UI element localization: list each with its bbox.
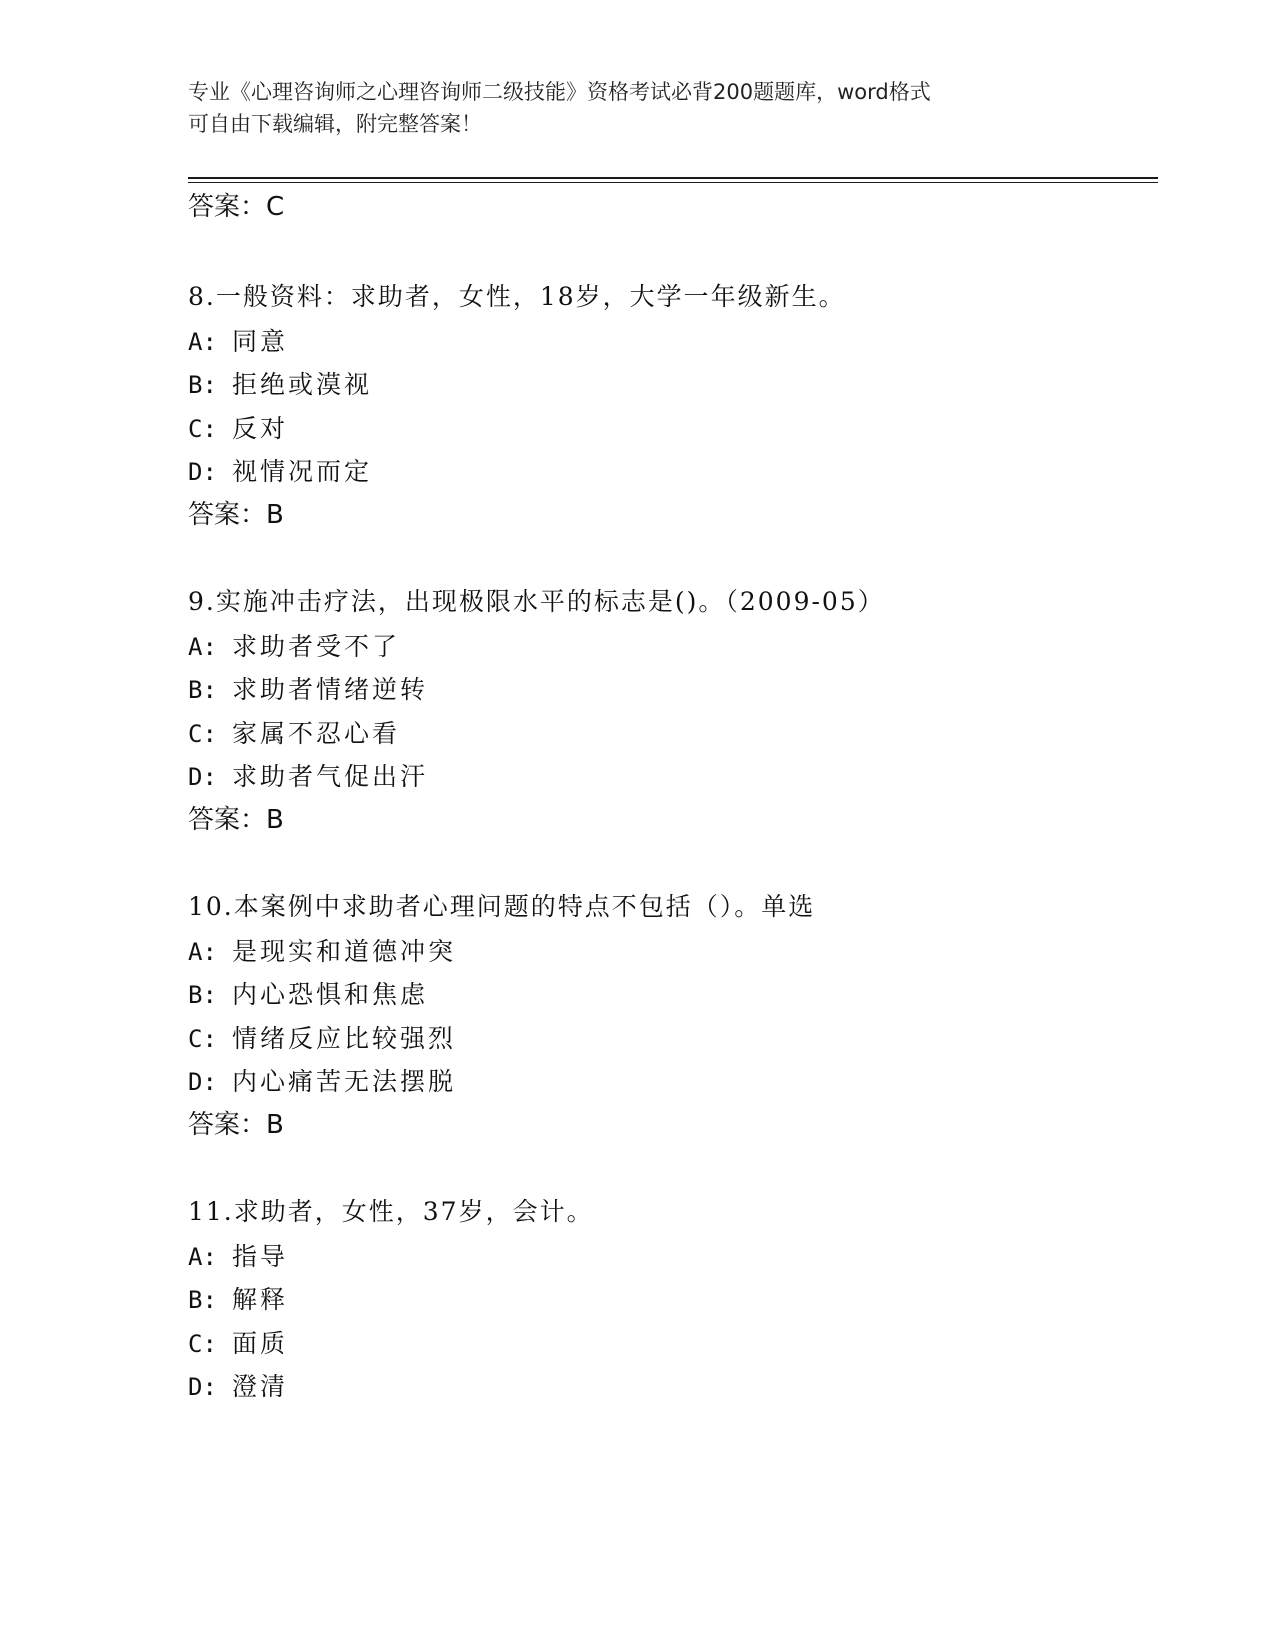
option-letter: B: <box>188 371 217 399</box>
option-letter: A: <box>188 1243 217 1271</box>
option-text: 反对 <box>232 414 289 443</box>
option-text: 求助者情绪逆转 <box>232 675 429 704</box>
option-8-d <box>188 455 372 489</box>
option-11-b <box>188 1283 288 1317</box>
option-letter: D: <box>188 1373 217 1401</box>
option-letter: C: <box>188 1025 217 1053</box>
option-9-b <box>188 673 428 707</box>
option-11-d <box>188 1370 288 1404</box>
option-letter: D: <box>188 458 217 486</box>
question-9: 9.实施冲击疗法，出现极限水平的标志是()。（2009-05） <box>188 587 885 616</box>
answer-previous: 答案：C <box>188 192 285 222</box>
question-10: 10.本案例中求助者心理问题的特点不包括（）。单选 <box>188 892 816 921</box>
option-text: 情绪反应比较强烈 <box>232 1024 457 1053</box>
option-letter: A: <box>188 633 217 661</box>
option-letter: B: <box>188 676 217 704</box>
option-letter: A: <box>188 938 217 966</box>
option-11-a <box>188 1240 288 1274</box>
option-letter: C: <box>188 720 217 748</box>
option-letter: C: <box>188 1330 217 1358</box>
option-9-d <box>188 760 428 794</box>
answer-9: 答案：B <box>188 805 284 835</box>
option-10-a <box>188 935 456 969</box>
header-divider-thin <box>188 182 1158 183</box>
option-text: 内心痛苦无法摆脱 <box>232 1067 457 1096</box>
option-8-a <box>188 325 288 359</box>
option-text: 家属不忍心看 <box>232 719 401 748</box>
option-letter: B: <box>188 1286 217 1314</box>
option-text: 同意 <box>232 327 289 356</box>
option-text: 求助者气促出汗 <box>232 762 429 791</box>
answer-10: 答案：B <box>188 1110 284 1140</box>
option-text: 面质 <box>232 1329 289 1358</box>
header-divider <box>188 177 1158 179</box>
option-10-b <box>188 978 428 1012</box>
document-header <box>188 76 1068 140</box>
option-text: 澄清 <box>232 1372 289 1401</box>
option-text: 是现实和道德冲突 <box>232 937 457 966</box>
option-9-a <box>188 630 400 664</box>
option-letter: A: <box>188 328 217 356</box>
answer-8: 答案：B <box>188 500 284 530</box>
option-10-d <box>188 1065 456 1099</box>
header-line-1: 专业《心理咨询师之心理咨询师二级技能》资格考试必背200题题库，word格式 <box>188 80 931 104</box>
option-text: 视情况而定 <box>232 457 373 486</box>
option-text: 内心恐惧和焦虑 <box>232 980 429 1009</box>
option-text: 解释 <box>232 1285 289 1314</box>
option-text: 拒绝或漠视 <box>232 370 373 399</box>
option-letter: D: <box>188 1068 217 1096</box>
option-text: 求助者受不了 <box>232 632 401 661</box>
option-8-b <box>188 368 372 402</box>
option-10-c <box>188 1022 456 1056</box>
header-line-2: 可自由下载编辑，附完整答案！ <box>188 112 482 136</box>
option-11-c <box>188 1327 288 1361</box>
option-8-c <box>188 412 288 446</box>
option-text: 指导 <box>232 1242 289 1271</box>
option-9-c <box>188 717 400 751</box>
question-11: 11.求助者，女性，37岁，会计。 <box>188 1197 594 1226</box>
question-8: 8.一般资料：求助者，女性，18岁，大学一年级新生。 <box>188 282 846 311</box>
option-letter: C: <box>188 415 217 443</box>
option-letter: B: <box>188 981 217 1009</box>
option-letter: D: <box>188 763 217 791</box>
